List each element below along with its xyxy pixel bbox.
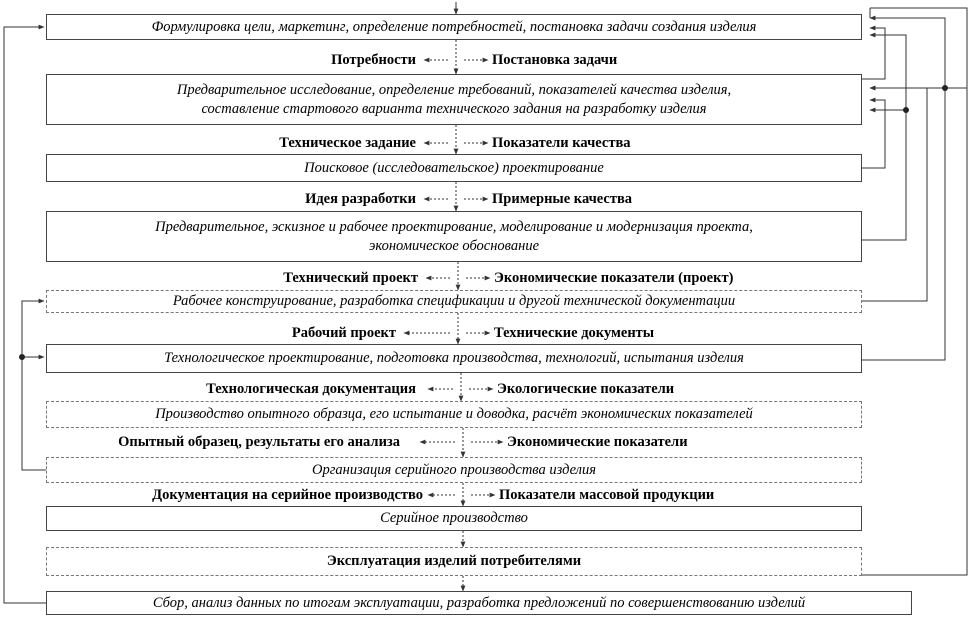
junction-dot [942,85,948,91]
box-preliminary-design [46,211,862,262]
box-text-line: Предварительное исследование, определение требований, показателей качества изделия, [176,81,732,98]
box-text-line: экономическое обоснование [368,237,540,254]
feedback-line [862,28,885,79]
output-right-label: Экономические показатели (проект) [494,270,734,286]
box-serial-organization [46,457,862,483]
output-right-label: Экономические показатели [507,434,688,450]
output-right-label: Технические документы [494,325,655,341]
box-prototype-production [46,401,862,428]
box-text: Производство опытного образца, его испытание и доводка, расчёт экономических показателей [155,406,753,422]
output-left-label: Документация на серийное производство [152,487,423,503]
box-text: Сбор, анализ данных по итогам эксплуатации, разработка предложений по совершенствованию изделий [152,594,806,611]
box-search-design [46,154,862,182]
output-left-label: Технологическая документация [206,381,416,397]
output-left-label: Опытный образец, результаты его анализа [118,434,400,450]
box-text: Серийное производство [380,510,528,526]
output-right-label: Показатели массовой продукции [499,487,715,503]
feedback-line [862,110,906,240]
box-text: Технологическое проектирование, подготовка производства, технологий, испытания изделия [164,350,744,366]
box-text: Эксплуатация изделий потребителями [326,553,582,569]
box-text: Поисковое (исследовательское) проектирование [304,159,604,176]
box-preliminary-research [46,74,862,125]
output-left-label: Техническое задание [279,135,416,151]
box-text: Рабочее конструирование, разработка спецификации и другой технической документации [172,293,736,309]
feedback-line [862,88,927,301]
output-left-label: Технический проект [283,270,418,286]
box-serial-production [46,506,862,531]
box-working-design [46,290,862,313]
output-left-label: Идея разработки [305,191,416,207]
box-exploitation [46,547,862,576]
box-text-line: Предварительное, эскизное и рабочее проектирование, моделирование и модернизация проекта, [155,218,753,235]
feedback-line [22,301,47,470]
output-right-label: Экологические показатели [497,381,675,397]
junction-dot [19,354,25,360]
output-right-label: Постановка задачи [492,52,618,68]
output-right-label: Показатели качества [492,135,631,151]
output-left-label: Потребности [331,52,416,68]
junction-dot [903,107,909,113]
feedback-line [862,88,945,360]
output-left-label: Рабочий проект [291,325,396,341]
box-text: Организация серийного производства изделия [312,461,596,478]
output-right-label: Примерные качества [492,191,633,207]
box-technological-design [46,344,862,373]
box-data-collection [46,591,912,615]
box-goal-formulation [46,14,862,40]
box-text-line: составление стартового варианта технического задания на разработку изделия [201,100,707,117]
outer-loop-line [4,27,47,603]
box-text: Формулировка цели, маркетинг, определение потребностей, постановка задачи создания изделия [151,18,757,35]
